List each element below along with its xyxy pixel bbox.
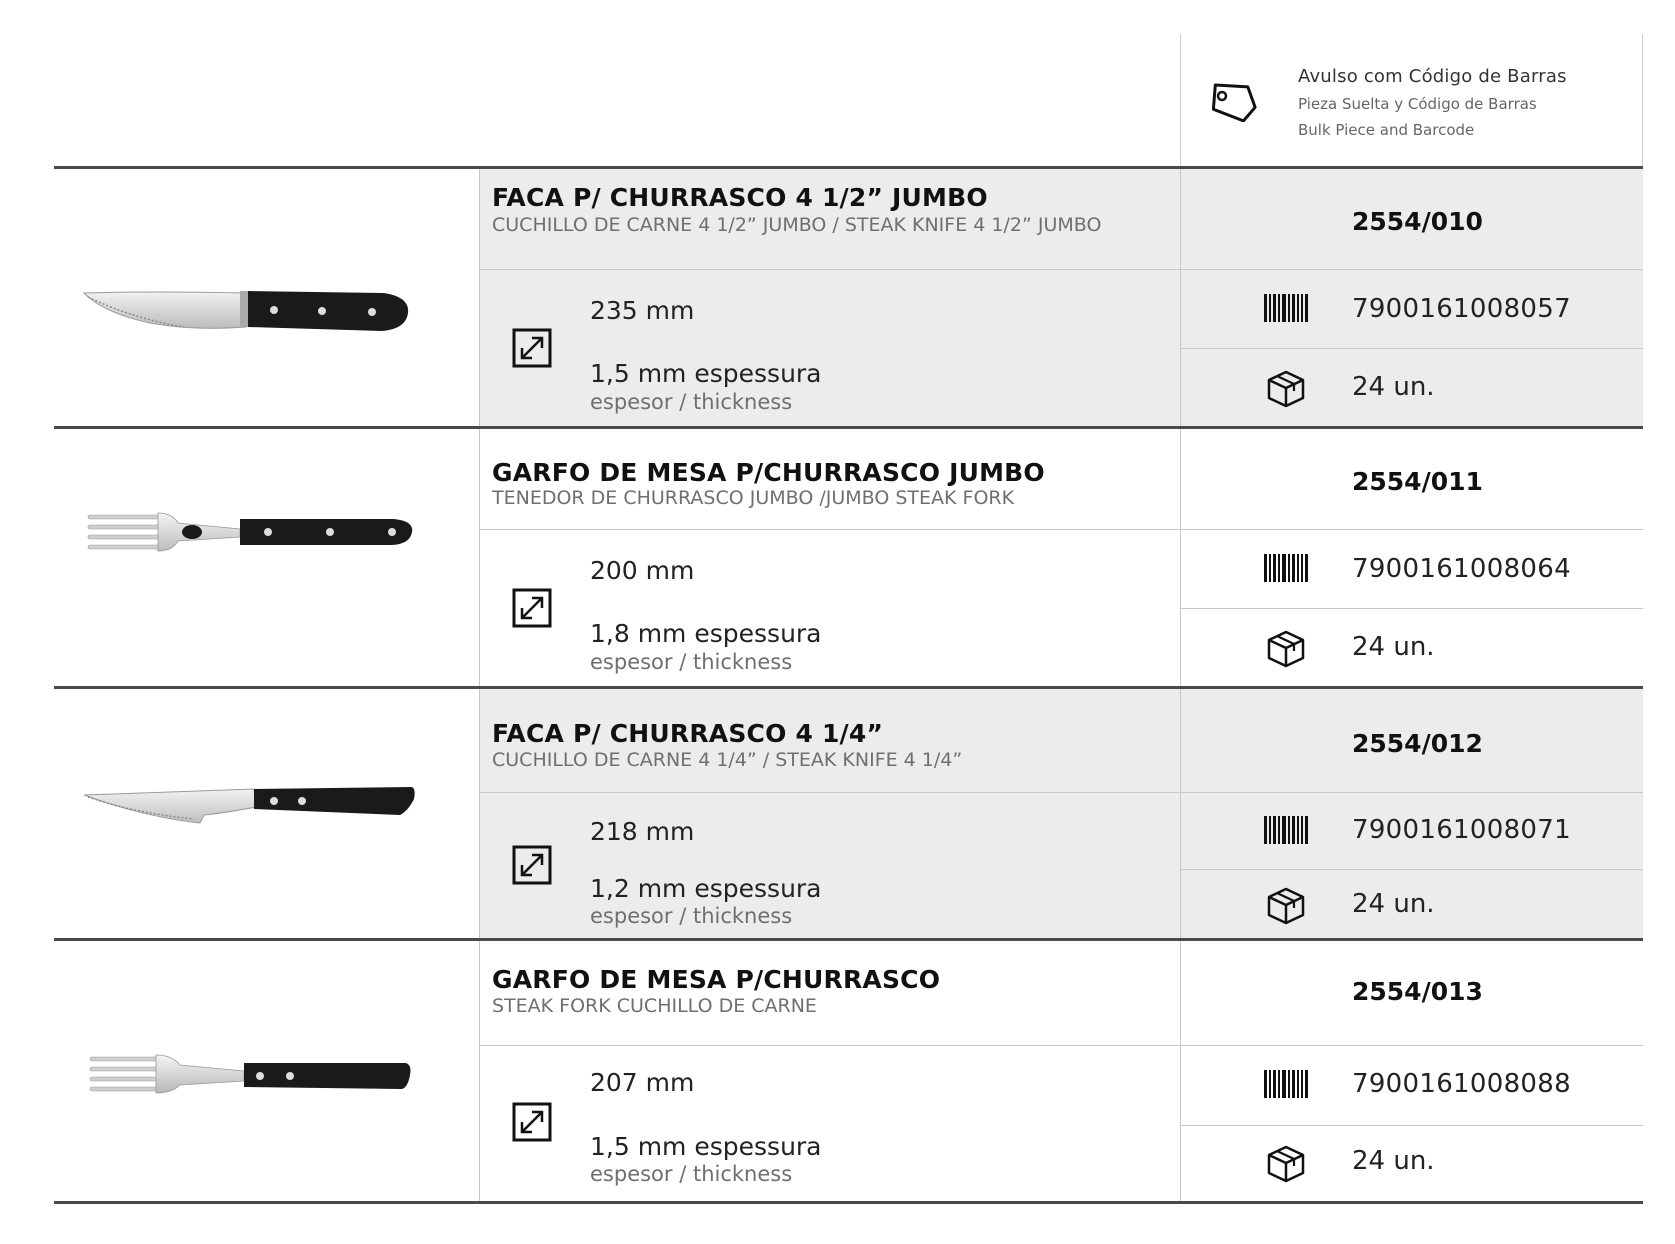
row-divider (1181, 869, 1643, 870)
resize-icon (512, 588, 552, 628)
product-details (480, 689, 1643, 941)
product-pack-qty: 24 un. (1352, 632, 1435, 662)
header-label-block (1298, 66, 1567, 139)
product-thickness: 1,5 mm espessura (590, 1132, 822, 1161)
resize-icon (512, 1102, 552, 1142)
product-subtitle: CUCHILLO DE CARNE 4 1/4” / STEAK KNIFE 4 1/4” (492, 749, 963, 771)
box-icon (1266, 1144, 1306, 1184)
product-thickness: 1,5 mm espessura (590, 359, 822, 388)
column-divider (1642, 34, 1643, 168)
column-divider (1180, 941, 1181, 1201)
product-ean: 7900161008071 (1352, 815, 1571, 845)
barcode-icon (1264, 1070, 1308, 1098)
product-specs-row (480, 1046, 1643, 1201)
product-length: 207 mm (590, 1068, 695, 1097)
product-specs-row (480, 530, 1643, 689)
product-image-cell (54, 941, 479, 1201)
resize-icon (512, 328, 552, 368)
product-specs-row (480, 793, 1643, 941)
product-code: 2554/013 (1352, 977, 1483, 1006)
product-ean: 7900161008088 (1352, 1069, 1571, 1099)
box-icon (1266, 629, 1306, 669)
product-thickness-sub: espesor / thickness (590, 904, 793, 928)
product-code: 2554/012 (1352, 729, 1483, 758)
product-thickness-sub: espesor / thickness (590, 390, 793, 414)
column-divider (1180, 689, 1181, 941)
product-length: 235 mm (590, 296, 695, 325)
product-thickness: 1,2 mm espessura (590, 874, 822, 903)
steak-knife-image (54, 689, 479, 941)
product-thickness-sub: espesor / thickness (590, 1162, 793, 1186)
product-length: 218 mm (590, 817, 695, 846)
box-icon (1266, 886, 1306, 926)
product-name: GARFO DE MESA P/CHURRASCO (492, 965, 941, 994)
product-pack-qty: 24 un. (1352, 1146, 1435, 1176)
column-divider (1180, 34, 1181, 168)
product-thickness: 1,8 mm espessura (590, 619, 822, 648)
column-divider (1180, 429, 1181, 689)
tag-icon (1208, 80, 1260, 122)
product-row (54, 426, 1643, 689)
barcode-icon (1264, 816, 1308, 844)
product-details (480, 429, 1643, 689)
product-image-cell (54, 169, 479, 429)
product-pack-qty: 24 un. (1352, 372, 1435, 402)
steak-fork-jumbo-image (54, 429, 479, 689)
row-divider (1181, 608, 1643, 609)
product-ean: 7900161008064 (1352, 554, 1571, 584)
steak-fork-image (54, 941, 479, 1201)
product-row (54, 938, 1643, 1201)
product-code: 2554/011 (1352, 467, 1483, 496)
header-label-en: Bulk Piece and Barcode (1298, 121, 1475, 139)
barcode-icon (1264, 294, 1308, 322)
product-title-row (480, 941, 1643, 1045)
product-subtitle: STEAK FORK CUCHILLO DE CARNE (492, 995, 817, 1017)
row-divider (1181, 348, 1643, 349)
product-name: GARFO DE MESA P/CHURRASCO JUMBO (492, 458, 1045, 487)
product-subtitle: CUCHILLO DE CARNE 4 1/2” JUMBO / STEAK KNIFE 4 1/2” JUMBO (492, 214, 1102, 236)
product-row (54, 686, 1643, 941)
product-length: 200 mm (590, 556, 695, 585)
box-icon (1266, 369, 1306, 409)
resize-icon (512, 845, 552, 885)
steak-knife-jumbo-image (54, 169, 479, 429)
product-ean: 7900161008057 (1352, 294, 1571, 324)
column-divider (1180, 169, 1181, 429)
product-title-row (480, 689, 1643, 792)
barcode-icon (1264, 554, 1308, 582)
product-name: FACA P/ CHURRASCO 4 1/2” JUMBO (492, 183, 988, 212)
table-bottom-rule (54, 1201, 1643, 1204)
header-label-es: Pieza Suelta y Código de Barras (1298, 95, 1537, 113)
product-image-cell (54, 429, 479, 689)
product-name: FACA P/ CHURRASCO 4 1/4” (492, 719, 884, 748)
product-pack-qty: 24 un. (1352, 889, 1435, 919)
product-specs-row (480, 270, 1643, 429)
product-thickness-sub: espesor / thickness (590, 650, 793, 674)
product-subtitle: TENEDOR DE CHURRASCO JUMBO /JUMBO STEAK FORK (492, 487, 1015, 509)
product-code: 2554/010 (1352, 207, 1483, 236)
product-details (480, 169, 1643, 429)
product-title-row (480, 169, 1643, 269)
product-title-row (480, 429, 1643, 529)
product-image-cell (54, 689, 479, 941)
product-details (480, 941, 1643, 1201)
row-divider (1181, 1125, 1643, 1126)
catalog-header (0, 0, 1675, 168)
header-label-pt: Avulso com Código de Barras (1298, 66, 1567, 87)
product-row (54, 166, 1643, 429)
